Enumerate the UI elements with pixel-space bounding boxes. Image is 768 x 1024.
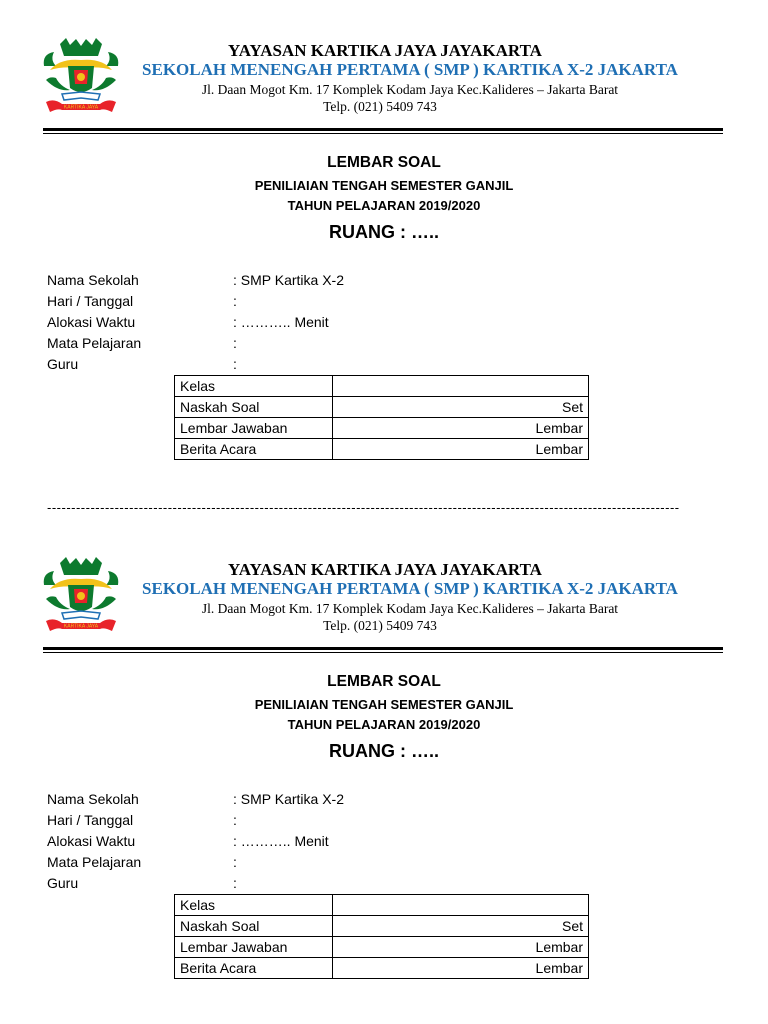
table-row: [175, 376, 589, 397]
header-divider-thick: [43, 128, 723, 131]
school-phone: Telp. (021) 5409 743: [323, 99, 437, 114]
table-row: [175, 937, 589, 958]
school-address: Jl. Daan Mogot Km. 17 Komplek Kodam Jaya Kec.Kalideres – Jakarta Barat: [201, 82, 619, 97]
sheet-title: LEMBAR SOAL: [327, 154, 441, 171]
table-cell-value: Lembar: [333, 937, 589, 958]
table-row: [175, 958, 589, 979]
school-name: SEKOLAH MENENGAH PERTAMA ( SMP ) KARTIKA X-2 JAKARTA: [142, 579, 678, 598]
field-value: :: [233, 293, 237, 309]
table-cell-label: Berita Acara: [175, 958, 333, 979]
table-cell-value: Lembar: [333, 439, 589, 460]
school-name: SEKOLAH MENENGAH PERTAMA ( SMP ) KARTIKA X-2 JAKARTA: [142, 60, 678, 79]
materials-table: [174, 894, 589, 979]
cut-line-separator: -----------------------------------------------------------------------------------------------------------------------------------: [47, 500, 680, 515]
table-cell-value: [333, 895, 589, 916]
table-row: [175, 895, 589, 916]
table-row: [175, 439, 589, 460]
field-label: Alokasi Waktu: [47, 833, 136, 849]
field-label: Alokasi Waktu: [47, 314, 136, 330]
header-divider-thick: [43, 647, 723, 650]
field-label: Mata Pelajaran: [47, 335, 142, 351]
table-cell-label: Naskah Soal: [175, 397, 333, 418]
field-label: Nama Sekolah: [47, 272, 139, 288]
table-cell-label: Lembar Jawaban: [175, 418, 333, 439]
foundation-name: YAYASAN KARTIKA JAYA JAYAKARTA: [228, 41, 542, 60]
table-cell-label: Kelas: [175, 376, 333, 397]
field-value: :: [233, 335, 237, 351]
field-label: Mata Pelajaran: [47, 854, 142, 870]
field-value: : ……….. Menit: [233, 314, 329, 330]
field-label: Hari / Tanggal: [47, 293, 134, 309]
table-cell-value: Lembar: [333, 418, 589, 439]
field-value: :: [233, 875, 237, 891]
academic-year: TAHUN PELAJARAN 2019/2020: [287, 198, 481, 213]
materials-table: [174, 375, 589, 460]
room-label: RUANG : …..: [329, 741, 439, 761]
academic-year: TAHUN PELAJARAN 2019/2020: [287, 717, 481, 732]
header-divider-thin: [43, 652, 723, 653]
field-label: Guru: [47, 875, 79, 891]
exam-sheet-top: [0, 0, 768, 500]
field-value: :: [233, 356, 237, 372]
field-label: Hari / Tanggal: [47, 812, 134, 828]
logo-text: KARTIKA JAYA: [63, 623, 99, 630]
table-cell-label: Kelas: [175, 895, 333, 916]
table-cell-label: Lembar Jawaban: [175, 937, 333, 958]
sheet-title: LEMBAR SOAL: [327, 673, 441, 690]
school-phone: Telp. (021) 5409 743: [323, 618, 437, 633]
table-cell-value: Lembar: [333, 958, 589, 979]
field-value: :: [233, 812, 237, 828]
table-cell-value: [333, 376, 589, 397]
field-value: :: [233, 854, 237, 870]
field-value: : SMP Kartika X-2: [233, 272, 345, 288]
room-label: RUANG : …..: [329, 222, 439, 242]
logo-text: KARTIKA JAYA: [63, 104, 99, 111]
foundation-name: YAYASAN KARTIKA JAYA JAYAKARTA: [228, 560, 542, 579]
school-address: Jl. Daan Mogot Km. 17 Komplek Kodam Jaya Kec.Kalideres – Jakarta Barat: [201, 601, 619, 616]
assessment-title: PENILIAIAN TENGAH SEMESTER GANJIL: [254, 697, 514, 712]
table-row: [175, 397, 589, 418]
table-cell-value: Set: [333, 916, 589, 937]
table-cell-label: Naskah Soal: [175, 916, 333, 937]
field-label: Guru: [47, 356, 79, 372]
field-value: : SMP Kartika X-2: [233, 791, 345, 807]
table-cell-value: Set: [333, 397, 589, 418]
table-row: [175, 418, 589, 439]
field-label: Nama Sekolah: [47, 791, 139, 807]
assessment-title: PENILIAIAN TENGAH SEMESTER GANJIL: [254, 178, 514, 193]
header-divider-thin: [43, 133, 723, 134]
table-cell-label: Berita Acara: [175, 439, 333, 460]
exam-sheet-bottom: [0, 519, 768, 1019]
field-value: : ……….. Menit: [233, 833, 329, 849]
table-row: [175, 916, 589, 937]
